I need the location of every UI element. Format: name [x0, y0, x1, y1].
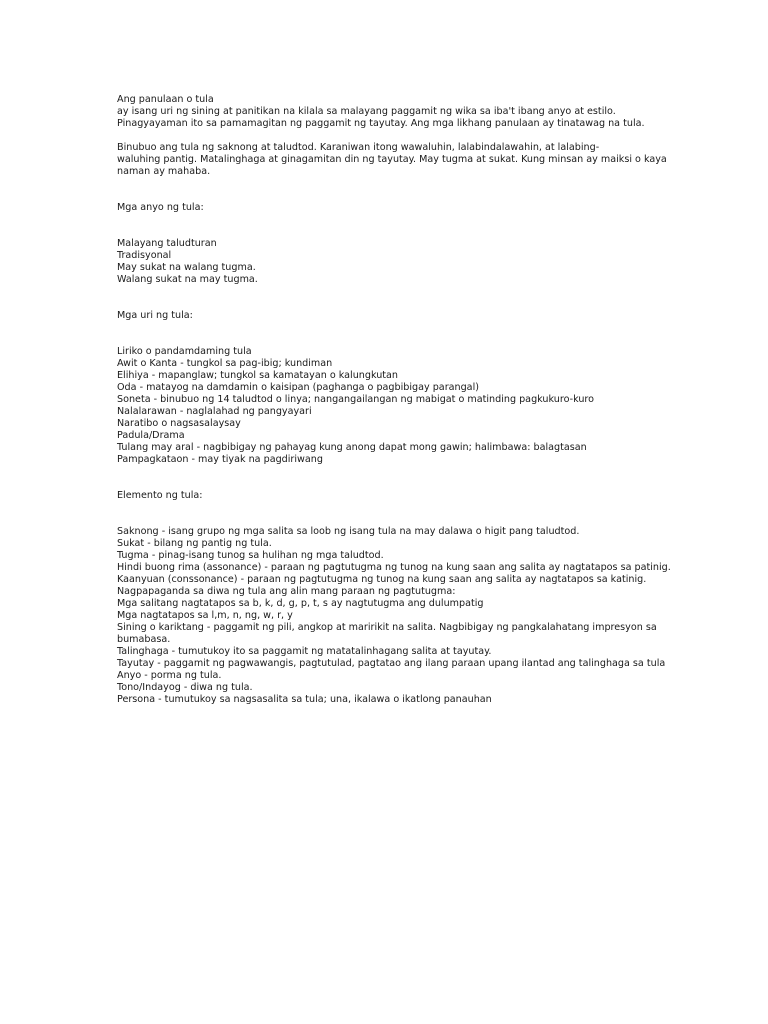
elemento-item: Tayutay - paggamit ng pagwawangis, pagtutulad, pagtatao ang ilang paraan upang ilantad ang talinghaga sa tula	[117, 658, 666, 669]
intro-line-1: ay isang uri ng sining at panitikan na kilala sa malayang paggamit ng wika sa iba't ibang anyo at estilo.	[117, 106, 616, 117]
elemento-item: Nagpapaganda sa diwa ng tula ang alin mang paraan ng pagtutugma:	[117, 586, 456, 597]
uri-heading: Mga uri ng tula:	[117, 310, 193, 321]
anyo-item: May sukat na walang tugma.	[117, 262, 256, 273]
paragraph-line-2: waluhing pantig. Matalinghaga at ginagamitan din ng tayutay. May tugma at sukat. Kung minsan ay maiksi o kaya	[117, 154, 667, 165]
uri-item: Oda - matayog na damdamin o kaisipan (paghanga o pagbibigay parangal)	[117, 382, 479, 393]
elemento-item: Talinghaga - tumutukoy ito sa paggamit ng matatalinhagang salita at tayutay.	[117, 646, 492, 657]
uri-item: Tulang may aral - nagbibigay ng pahayag kung anong dapat mong gawin; halimbawa: balagtasan	[117, 442, 587, 453]
elemento-item: bumabasa.	[117, 634, 171, 645]
uri-item: Awit o Kanta - tungkol sa pag-ibig; kundiman	[117, 358, 333, 369]
uri-item: Padula/Drama	[117, 430, 185, 441]
paragraph-line-1: Binubuo ang tula ng saknong at taludtod. Karaniwan itong wawaluhin, lalabindalawahin, at lalabing-	[117, 142, 600, 153]
uri-item: Soneta - binubuo ng 14 taludtod o linya; nangangailangan ng mabigat o matinding pagkukuro-kuro	[117, 394, 595, 405]
intro-line-2: Pinagyayaman ito sa pamamagitan ng paggamit ng tayutay. Ang mga likhang panulaan ay tinatawag na tula.	[117, 118, 645, 129]
anyo-item: Walang sukat na may tugma.	[117, 274, 258, 285]
elemento-item: Saknong - isang grupo ng mga salita sa loob ng isang tula na may dalawa o higit pang taludtod.	[117, 526, 580, 537]
elemento-item: Kaanyuan (conssonance) - paraan ng pagtutugma ng tunog na kung saan ang salita ay nagtatapos sa katinig.	[117, 574, 647, 585]
elemento-heading: Elemento ng tula:	[117, 490, 203, 501]
elemento-item: Anyo - porma ng tula.	[117, 670, 222, 681]
elemento-item: Sining o kariktang - paggamit ng pili, angkop at maririkit na salita. Nagbibigay ng pangkalahatang impresyon sa	[117, 622, 657, 633]
uri-item: Naratibo o nagsasalaysay	[117, 418, 241, 429]
elemento-item: Tugma - pinag-isang tunog sa hulihan ng mga taludtod.	[117, 550, 384, 561]
anyo-heading: Mga anyo ng tula:	[117, 202, 204, 213]
uri-item: Nalalarawan - naglalahad ng pangyayari	[117, 406, 312, 417]
elemento-item: Tono/Indayog - diwa ng tula.	[117, 682, 253, 693]
anyo-item: Malayang taludturan	[117, 238, 217, 249]
uri-item: Pampagkataon - may tiyak na pagdiriwang	[117, 454, 323, 465]
document-title: Ang panulaan o tula	[117, 94, 214, 105]
paragraph-line-3: naman ay mahaba.	[117, 166, 211, 177]
elemento-item: Sukat - bilang ng pantig ng tula.	[117, 538, 272, 549]
elemento-item: Hindi buong rima (assonance) - paraan ng pagtutugma ng tunog na kung saan ang salita ay nagtatapos sa patinig.	[117, 562, 671, 573]
elemento-item: Mga nagtatapos sa l,m, n, ng, w, r, y	[117, 610, 293, 621]
elemento-item: Mga salitang nagtatapos sa b, k, d, g, p, t, s ay nagtutugma ang dulumpatig	[117, 598, 484, 609]
anyo-item: Tradisyonal	[117, 250, 172, 261]
document-page	[117, 94, 671, 706]
elemento-item: Persona - tumutukoy sa nagsasalita sa tula; una, ikalawa o ikatlong panauhan	[117, 694, 492, 705]
uri-item: Elihiya - mapanglaw; tungkol sa kamatayan o kalungkutan	[117, 370, 399, 381]
uri-item: Liriko o pandamdaming tula	[117, 346, 252, 357]
